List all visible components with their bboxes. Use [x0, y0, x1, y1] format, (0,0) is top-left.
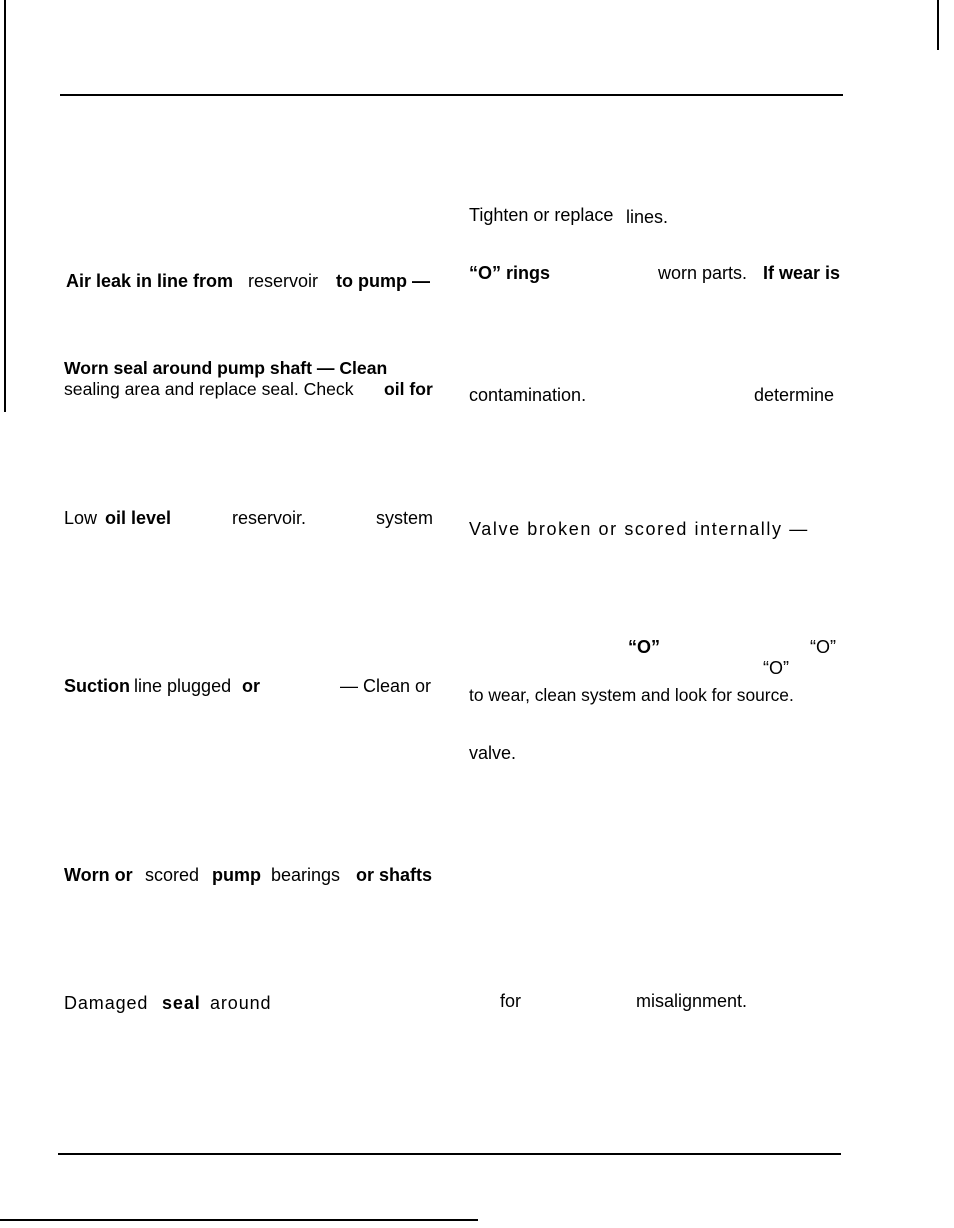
- scan-edge-right: [937, 0, 939, 50]
- air-leak-heading-end: to pump —: [336, 271, 430, 291]
- misalignment-text: misalignment.: [636, 991, 748, 1011]
- damaged-seal-around: around: [210, 993, 272, 1013]
- o-ring-wear-1: “O”: [628, 637, 661, 657]
- air-leak-heading: Air leak in line from: [66, 271, 234, 291]
- low-oil-system: system: [376, 508, 434, 528]
- worn-bearings-shafts: or shafts: [356, 865, 433, 885]
- o-ring-wear-text: to wear, clean system and look for source.: [469, 685, 794, 705]
- contamination-text: contamination.: [469, 385, 587, 405]
- worn-bearings-heading: Worn or: [64, 865, 133, 885]
- low-oil-heading: oil level: [105, 508, 172, 528]
- valve-broken-heading: Valve broken or scored internally —: [469, 519, 809, 539]
- o-rings-if-wear: If wear is: [763, 263, 841, 283]
- o-ring-wear-3: “O”: [763, 658, 789, 678]
- o-ring-wear-2: “O”: [810, 637, 836, 657]
- low-oil-prefix: Low: [64, 508, 98, 528]
- damaged-seal-seal: seal: [162, 993, 201, 1013]
- worn-bearings-bearings: bearings: [271, 865, 341, 885]
- damaged-seal-heading: Damaged: [64, 993, 149, 1013]
- worn-bearings-pump: pump: [212, 865, 261, 885]
- worn-bearings-scored: scored: [145, 865, 200, 885]
- scan-edge-left: [4, 0, 6, 412]
- misalignment-for: for: [500, 991, 522, 1011]
- suction-clean: — Clean or: [340, 676, 432, 696]
- valve-text: valve.: [469, 743, 517, 763]
- worn-seal-text-end: oil for: [384, 379, 433, 399]
- bottom-rule: [58, 1153, 841, 1155]
- o-rings-heading: “O” rings: [469, 263, 551, 283]
- o-rings-worn-parts: worn parts.: [658, 263, 748, 283]
- low-oil-reservoir: reservoir.: [232, 508, 307, 528]
- top-rule: [60, 94, 843, 96]
- suction-heading: Suction: [64, 676, 130, 696]
- tighten-text: Tighten or replace: [469, 205, 614, 225]
- tighten-lines: lines.: [626, 207, 669, 227]
- contamination-determine: determine: [754, 385, 835, 405]
- suction-or: or: [242, 676, 260, 696]
- suction-text: line plugged: [134, 676, 232, 696]
- worn-seal-heading: Worn seal around pump shaft — Clean: [64, 358, 388, 378]
- footer-rule: [0, 1219, 478, 1221]
- worn-seal-text: sealing area and replace seal. Check: [64, 379, 354, 399]
- air-leak-text: reservoir: [248, 271, 319, 291]
